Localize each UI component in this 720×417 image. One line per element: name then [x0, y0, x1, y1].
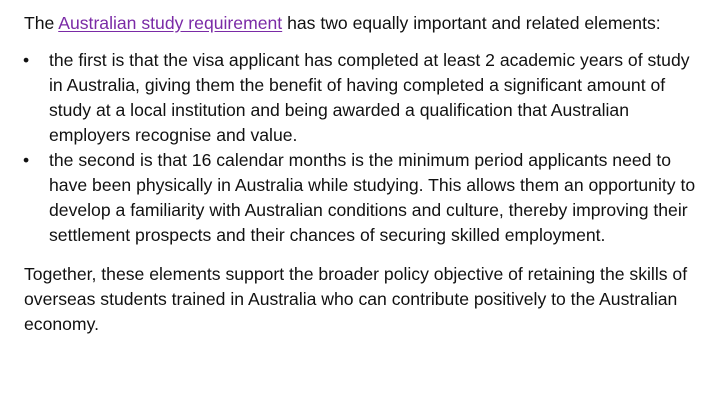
list-item — [24, 148, 706, 248]
intro-suffix: has two equally important and related elements: — [282, 13, 661, 33]
requirement-elements-list — [24, 48, 706, 248]
bullet-icon: • — [23, 50, 30, 70]
australian-study-requirement-link[interactable]: Australian study requirement — [58, 13, 283, 33]
intro-paragraph — [24, 11, 706, 36]
bullet-icon: • — [23, 150, 30, 170]
conclusion-paragraph: Together, these elements support the broader policy objective of retaining the skills of overseas students trained in Australia who can contribute positively to the Australian economy. — [24, 264, 688, 334]
intro-prefix: The — [24, 13, 59, 33]
list-item-text: the first is that the visa applicant has completed at least 2 academic years of study in Australia, giving them the benefit of having completed a significant amount of study at a local institution and being awarded a qualification that Australian employers recognise and value. — [49, 50, 690, 145]
list-item-text: the second is that 16 calendar months is the minimum period applicants need to have been physically in Australia while studying. This allows them an opportunity to develop a familiarity with Australian conditions and culture, thereby improving their settlement prospects and their chances of securing skilled employment. — [49, 150, 696, 245]
list-item — [24, 48, 706, 148]
